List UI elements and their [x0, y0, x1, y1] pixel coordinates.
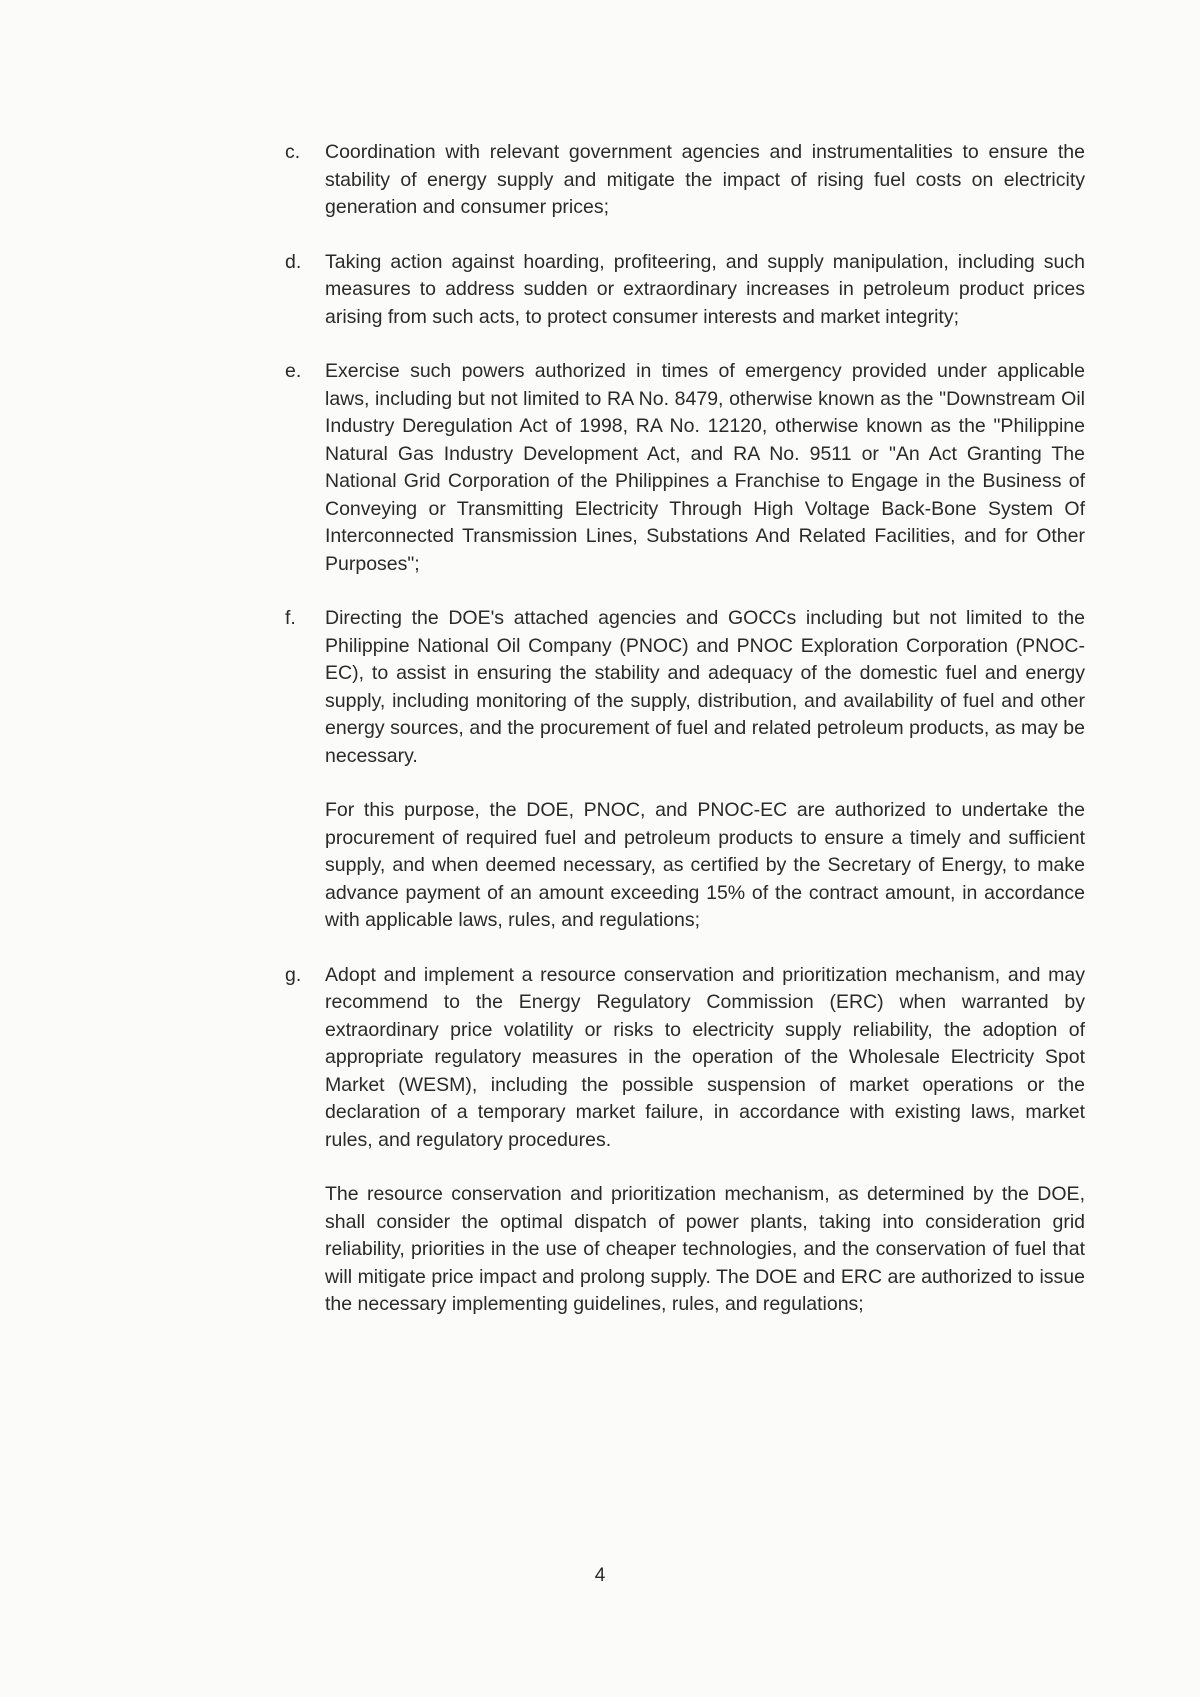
list-item-body	[325, 962, 1085, 1319]
list-item-g	[285, 962, 1085, 1319]
enumerated-list	[285, 139, 1085, 1346]
paragraph: Exercise such powers authorized in times of emergency provided under applicable laws, including but not limited to RA No. 8479, otherwise known as the "Downstream Oil Industry Deregulation Act of 1998, RA No. 12120, otherwise known as the "Philippine Natural Gas Industry Development Act, and RA No. 9511 or "An Act Granting The National Grid Corporation of the Philippines a Franchise to Engage in the Business of Conveying or Transmitting Electricity Through High Voltage Back-Bone System Of Interconnected Transmission Lines, Substations And Related Facilities, and for Other Purposes";	[325, 360, 1085, 575]
list-item-d	[285, 249, 1085, 332]
list-item-c	[285, 139, 1085, 222]
paragraph: Directing the DOE's attached agencies and GOCCs including but not limited to the Philippine National Oil Company (PNOC) and PNOC Exploration Corporation (PNOC-EC), to assist in ensuring the stability and adequacy of the domestic fuel and energy supply, including monitoring of the supply, distribution, and availability of fuel and other energy sources, and the procurement of fuel and related petroleum products, as may be necessary.	[325, 607, 1085, 767]
list-item-e	[285, 358, 1085, 578]
list-item-body	[325, 605, 1085, 935]
paragraph: For this purpose, the DOE, PNOC, and PNOC-EC are authorized to undertake the procurement of required fuel and petroleum products to ensure a timely and sufficient supply, and when deemed necessary, as certified by the Secretary of Energy, to make advance payment of an amount exceeding 15% of the contract amount, in accordance with applicable laws, rules, and regulations;	[325, 799, 1085, 931]
list-marker: d.	[285, 250, 302, 273]
list-marker: c.	[285, 141, 301, 163]
page-number: 4	[594, 1565, 606, 1586]
list-item-body	[325, 139, 1085, 222]
list-item-body	[325, 358, 1085, 578]
list-marker: g.	[285, 963, 302, 986]
paragraph: The resource conservation and prioritization mechanism, as determined by the DOE, shall consider the optimal dispatch of power plants, taking into consideration grid reliability, priorities in the use of cheaper technologies, and the conservation of fuel that will mitigate price impact and prolong supply. The DOE and ERC are authorized to issue the necessary implementing guidelines, rules, and regulations;	[325, 1183, 1085, 1315]
list-item-body	[325, 249, 1085, 332]
list-item-f	[285, 605, 1085, 935]
paragraph: Coordination with relevant government agencies and instrumentalities to ensure the stability of energy supply and mitigate the impact of rising fuel costs on electricity generation and consumer prices;	[325, 141, 1085, 218]
paragraph: Adopt and implement a resource conservation and prioritization mechanism, and may recommend to the Energy Regulatory Commission (ERC) when warranted by extraordinary price volatility or risks to electricity supply reliability, the adoption of appropriate regulatory measures in the operation of the Wholesale Electricity Spot Market (WESM), including the possible suspension of market operations or the declaration of a temporary market failure, in accordance with existing laws, market rules, and regulatory procedures.	[325, 963, 1085, 1151]
list-marker: f.	[285, 607, 296, 629]
paragraph: Taking action against hoarding, profiteering, and supply manipulation, including such measures to address sudden or extraordinary increases in petroleum product prices arising from such acts, to protect consumer interests and market integrity;	[325, 250, 1085, 328]
list-marker: e.	[285, 360, 302, 382]
